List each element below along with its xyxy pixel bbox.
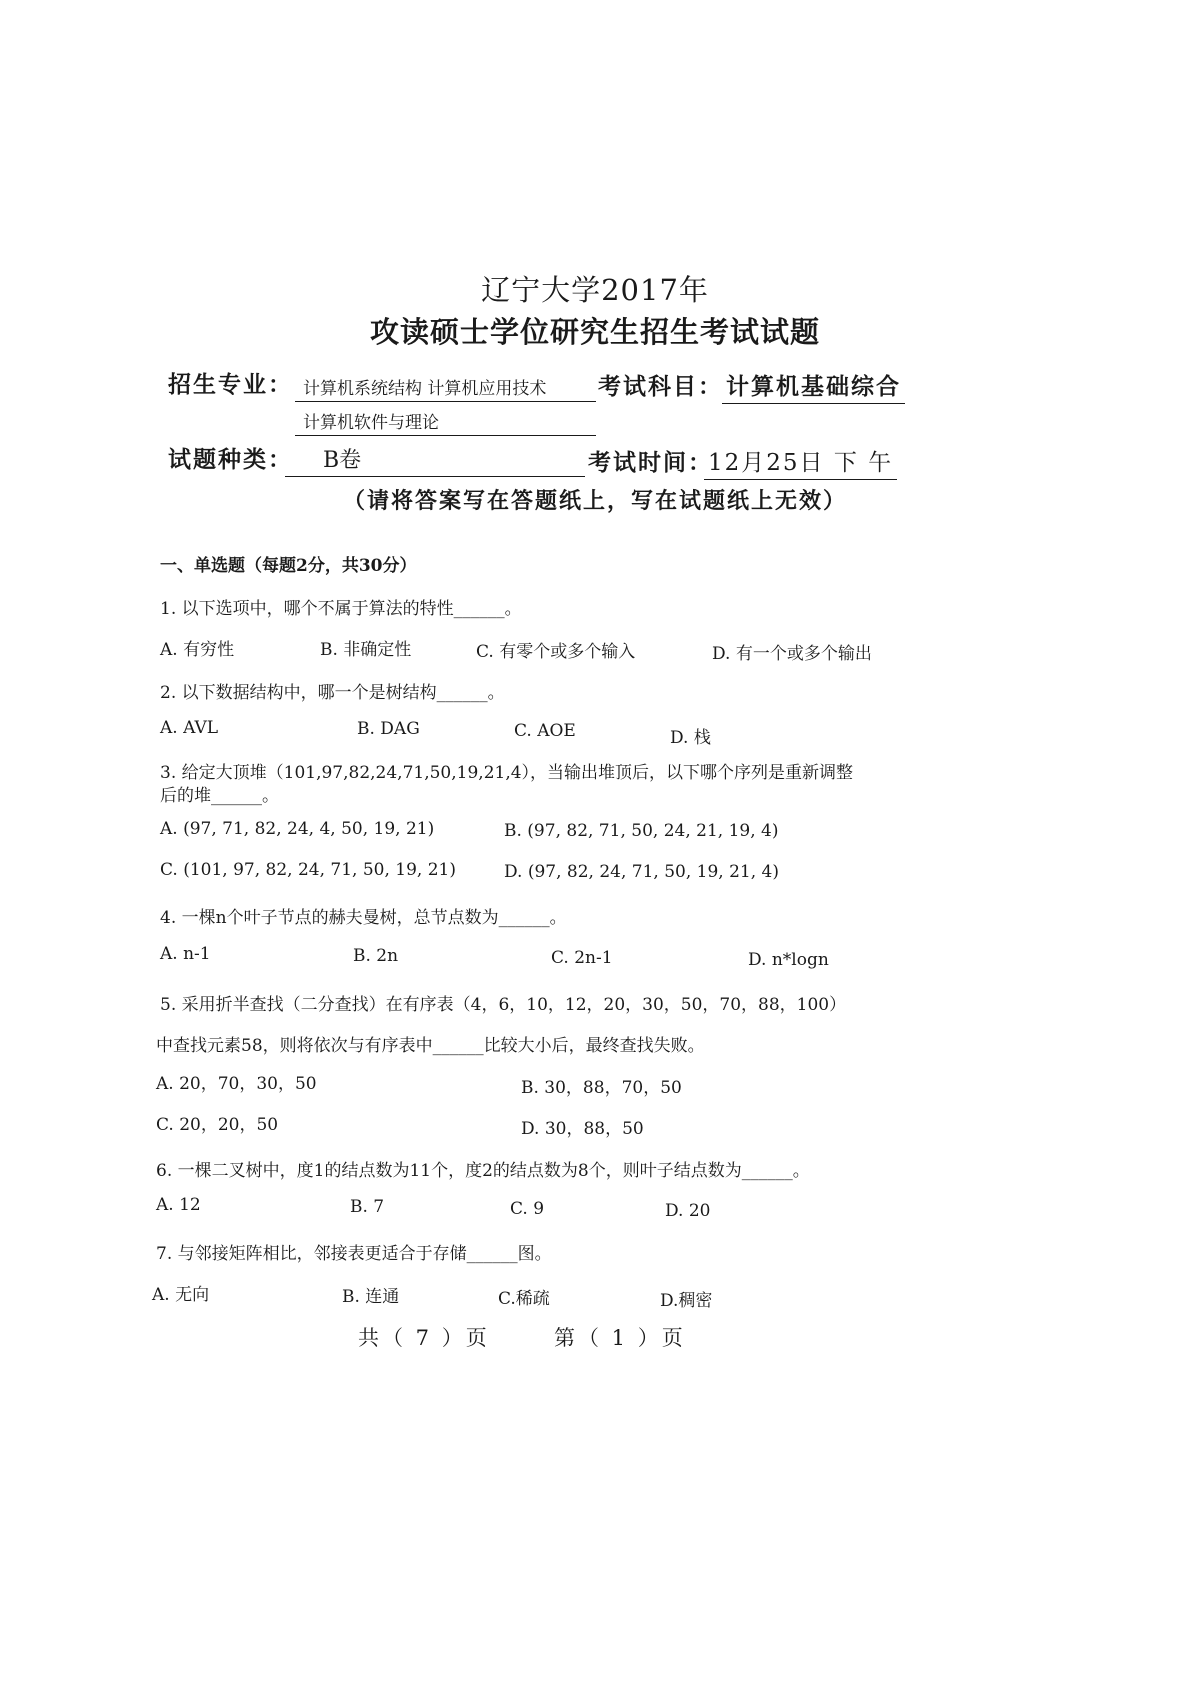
question-stem: 6. 一棵二叉树中，度1的结点数为11个，度2的结点数为8个，则叶子结点数为______。 [156, 1161, 810, 1181]
answer-notice: （请将答案写在答题纸上，写在试题纸上无效） [342, 488, 847, 514]
option-a: A. 20，70，30，50 [156, 1074, 317, 1094]
question-stem: 4. 一棵n个叶子节点的赫夫曼树，总节点数为______。 [160, 908, 567, 928]
exam-time-label: 考试时间： [588, 449, 713, 476]
major-label: 招生专业： [168, 371, 293, 398]
option-b: B. DAG [357, 719, 420, 739]
option-c: C. 20，20，50 [156, 1115, 279, 1135]
option-a: A. 12 [156, 1195, 201, 1215]
question-stem: 1. 以下选项中，哪个不属于算法的特性______。 [160, 599, 522, 619]
option-d: D. 有一个或多个输出 [712, 644, 872, 664]
paper-type-label: 试题种类： [168, 446, 293, 473]
option-c: C. 有零个或多个输入 [476, 642, 636, 662]
option-a: A. 有穷性 [160, 640, 235, 660]
option-d: D.稠密 [660, 1291, 713, 1311]
option-b: B. 连通 [342, 1287, 400, 1307]
question-stem-cont: 后的堆______。 [160, 786, 279, 806]
question-stem: 7. 与邻接矩阵相比，邻接表更适合于存储______图。 [156, 1244, 552, 1264]
exam-title-line1: 辽宁大学2017年 [481, 273, 709, 307]
page-total: 共（ 7 ）页 [358, 1326, 490, 1350]
option-d: D. n*logn [748, 950, 829, 970]
option-b: B. 30，88，70，50 [521, 1078, 682, 1098]
option-b: B. (97, 82, 71, 50, 24, 21, 19, 4) [504, 821, 779, 841]
subject-value: 计算机基础综合 [722, 368, 905, 404]
option-c: C. 2n-1 [551, 948, 613, 968]
option-a: A. n-1 [160, 944, 211, 964]
option-a: A. AVL [160, 718, 219, 738]
option-a: A. (97, 71, 82, 24, 4, 50, 19, 21) [160, 819, 435, 839]
option-b: B. 非确定性 [320, 640, 412, 660]
option-d: D. 20 [665, 1201, 711, 1221]
option-c: C. 9 [510, 1199, 545, 1219]
option-d: D. 栈 [670, 728, 711, 748]
question-stem: 3. 给定大顶堆（101,97,82,24,71,50,19,21,4），当输出堆顶后，以下哪个序列是重新调整 [160, 763, 854, 783]
exam-title-line2: 攻读硕士学位研究生招生考试试题 [369, 315, 820, 349]
question-stem: 2. 以下数据结构中，哪一个是树结构______。 [160, 683, 505, 703]
option-b: B. 7 [350, 1197, 385, 1217]
option-b: B. 2n [353, 946, 399, 966]
section-title: 一、单选题（每题2分，共30分） [160, 556, 417, 576]
subject-label: 考试科目： [598, 373, 723, 400]
question-stem: 5. 采用折半查找（二分查找）在有序表（4，6，10，12，20，30，50，70，88，100） [160, 995, 847, 1015]
option-d: D. 30，88，50 [521, 1119, 644, 1139]
page-current: 第（ 1 ）页 [554, 1326, 686, 1350]
exam-time-value: 12月25日 下 午 [704, 444, 897, 480]
paper-type-value: B卷 [285, 443, 585, 477]
major-value-line1: 计算机系统结构 计算机应用技术 [295, 374, 596, 402]
question-stem-cont: 中查找元素58，则将依次与有序表中______比较大小后，最终查找失败。 [156, 1036, 705, 1056]
option-c: C. AOE [514, 721, 576, 741]
option-c: C.稀疏 [498, 1289, 550, 1309]
major-value-line2: 计算机软件与理论 [295, 408, 596, 436]
option-d: D. (97, 82, 24, 71, 50, 19, 21, 4) [504, 862, 779, 882]
option-c: C. (101, 97, 82, 24, 71, 50, 19, 21) [160, 860, 456, 880]
option-a: A. 无向 [152, 1285, 210, 1305]
